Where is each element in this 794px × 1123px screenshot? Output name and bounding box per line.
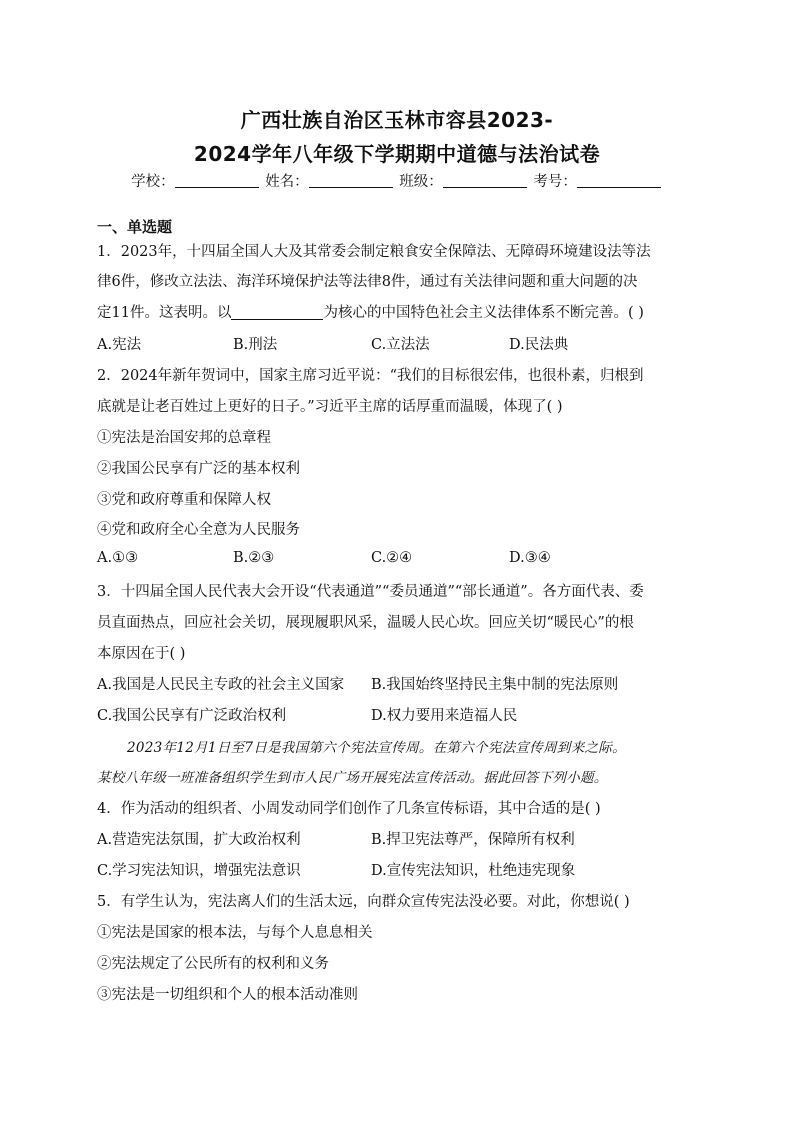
exam-title-line1: 广西壮族自治区玉林市容县2023- — [240, 108, 554, 132]
q3-option-d[interactable]: D.权力要用来造福人民 — [371, 708, 518, 724]
class-label: 班级： — [399, 174, 443, 190]
q4-option-a[interactable]: A.营造宪法氛围，扩大政治权利 — [97, 832, 301, 848]
section-heading: 一、单选题 — [97, 218, 173, 236]
q4-line1: 4．作为活动的组织者、小周发动同学们创作了几条宣传标语，其中合适的是( ) — [97, 801, 601, 817]
name-label: 姓名： — [265, 174, 309, 190]
q2-option-b[interactable]: B.②③ — [233, 550, 275, 566]
q3-options-row2 — [97, 704, 697, 724]
q4-options-row1 — [97, 828, 697, 848]
material-line2: 某校八年级一班准备组织学生到市人民广场开展宪法宣传活动。据此回答下列小题。 — [97, 770, 608, 786]
student-info-row — [0, 170, 794, 191]
name-blank[interactable] — [309, 173, 393, 188]
q1-line3a: 定11件。这表明。以 — [97, 305, 232, 321]
q2-option-a[interactable]: A.①③ — [97, 550, 139, 566]
q2-line2: 底就是让老百姓过上更好的日子。”习近平主席的话厚重而温暖，体现了( ) — [97, 399, 563, 415]
q3-line3: 本原因在于( ) — [97, 646, 186, 662]
q2-item4: ④党和政府全心全意为人民服务 — [97, 522, 300, 538]
q2-option-d[interactable]: D.③④ — [509, 550, 551, 566]
q1-line3 — [97, 301, 644, 322]
exam-no-blank[interactable] — [577, 173, 661, 188]
q4-option-b[interactable]: B.捍卫宪法尊严，保障所有权利 — [371, 832, 575, 848]
class-blank[interactable] — [443, 173, 527, 188]
q2-options — [97, 550, 697, 570]
q1-option-c[interactable]: C.立法法 — [371, 337, 430, 353]
q3-options-row1 — [97, 673, 697, 693]
q4-option-d[interactable]: D.宣传宪法知识，杜绝违宪现象 — [371, 863, 576, 879]
q5-line1: 5．有学生认为，宪法离人们的生活太远，向群众宣传宪法没必要。对此，你想说( ) — [97, 894, 630, 910]
q2-item3: ③党和政府尊重和保障人权 — [97, 492, 271, 508]
q5-item3: ③宪法是一切组织和个人的根本活动准则 — [97, 987, 358, 1003]
school-label: 学校： — [131, 174, 175, 190]
q5-item2: ②宪法规定了公民所有的权利和义务 — [97, 956, 329, 972]
q3-option-a[interactable]: A.我国是人民民主专政的社会主义国家 — [97, 677, 345, 693]
q1-option-a[interactable]: A.宪法 — [97, 337, 142, 353]
q4-options-row2 — [97, 859, 697, 879]
q5-item1: ①宪法是国家的根本法，与每个人息息相关 — [97, 925, 373, 941]
q1-options — [97, 333, 697, 353]
q2-item1: ①宪法是治国安邦的总章程 — [97, 430, 271, 446]
q1-line1: 1．2023年，十四届全国人大及其常委会制定粮食安全保障法、无障碍环境建设法等法 — [97, 244, 651, 260]
school-blank[interactable] — [175, 173, 259, 188]
q1-line2: 律6件，修改立法法、海洋环境保护法等法律8件，通过有关法律问题和重大问题的决 — [97, 274, 638, 290]
q3-line2: 员直面热点，回应社会关切，展现履职风采，温暖人民心坎。回应关切“暖民心”的根 — [97, 615, 634, 631]
q2-option-c[interactable]: C.②④ — [371, 550, 413, 566]
exam-no-label: 考号： — [533, 174, 577, 190]
q3-line1: 3．十四届全国人民代表大会开设“代表通道”“委员通道”“部长通道”。各方面代表、委 — [97, 584, 644, 600]
q1-line3b: 为核心的中国特色社会主义法律体系不断完善。( ) — [323, 305, 644, 321]
material-line1: 2023年12月1日至7日是我国第六个宪法宣传周。在第六个宪法宣传周到来之际。 — [127, 740, 626, 756]
q3-option-b[interactable]: B.我国始终坚持民主集中制的宪法原则 — [371, 677, 619, 693]
q3-option-c[interactable]: C.我国公民享有广泛政治权利 — [97, 708, 287, 724]
q1-option-d[interactable]: D.民法典 — [509, 337, 569, 353]
q2-line1: 2．2024年新年贺词中，国家主席习近平说：“我们的目标很宏伟，也很朴素，归根到 — [97, 368, 644, 384]
q2-item2: ②我国公民享有广泛的基本权利 — [97, 461, 300, 477]
q4-option-c[interactable]: C.学习宪法知识，增强宪法意识 — [97, 863, 301, 879]
exam-title-line2: 2024学年八年级下学期期中道德与法治试卷 — [193, 142, 601, 166]
q1-fill-blank[interactable] — [231, 304, 323, 320]
q1-option-b[interactable]: B.刑法 — [233, 337, 278, 353]
